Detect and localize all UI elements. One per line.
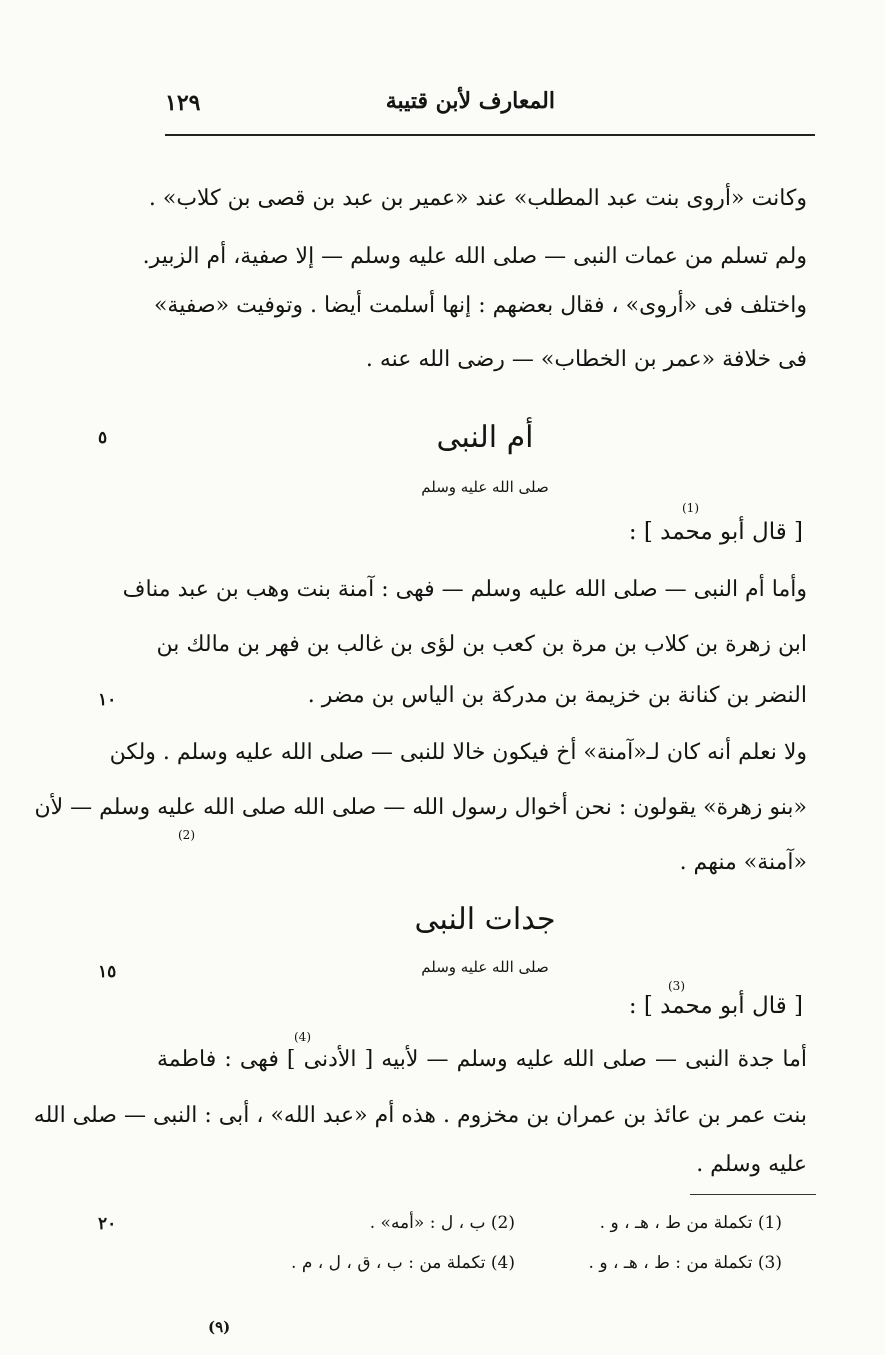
text-line: عليه وسلم . (696, 1152, 807, 1177)
page-number: ١٢٩ (165, 90, 201, 116)
text-line: وأما أم النبى — صلى الله عليه وسلم — فهى : آمنة بنت وهب بن عبد مناف (122, 577, 807, 602)
text-line: فى خلافة «عمر بن الخطاب» — رضى الله عنه . (365, 347, 807, 372)
text-line: أما جدة النبى — صلى الله عليه وسلم — لأبيه [ الأدنى ] فهى : فاطمة (157, 1047, 807, 1072)
text-line: «بنو زهرة» يقولون : نحن أخوال رسول الله — صلى الله صلى الله عليه وسلم — لأن (34, 795, 807, 820)
footnote-number: (4) (490, 1253, 515, 1273)
footnote-marker: (1) (682, 501, 699, 515)
signature-mark: (٩) (208, 1318, 231, 1336)
footnote-marker: (3) (668, 979, 685, 993)
line-number: ١٥ (98, 962, 117, 982)
text-line: ولا نعلم أنه كان لـ«آمنة» أخ فيكون خالا للنبى — صلى الله عليه وسلم . ولكن (109, 740, 807, 765)
footnote-number: (1) (757, 1213, 782, 1233)
footnote-rule (690, 1194, 816, 1195)
text-line: واختلف فى «أروى» ، فقال بعضهم : إنها أسلمت أيضا . وتوفيت «صفية» (153, 293, 807, 318)
line-number: ١٠ (98, 690, 117, 710)
text-line: بنت عمر بن عائذ بن عمران بن مخزوم . هذه أم «عبد الله» ، أبى : النبى — صلى الله (33, 1103, 807, 1128)
footnote-number: (2) (490, 1213, 515, 1233)
text-line: «آمنة» منهم . (679, 850, 807, 875)
footnote-1 (600, 1213, 782, 1233)
text-line: النضر بن كنانة بن خزيمة بن مدركة بن الياس بن مضر . (307, 683, 807, 708)
speaker-label: [ قال أبو محمد ] : (628, 519, 803, 545)
section-subheading: صلى الله عليه وسلم (421, 478, 549, 496)
text-line: ابن زهرة بن كلاب بن مرة بن كعب بن لؤى بن غالب بن فهر بن مالك بن (156, 632, 807, 657)
header-rule (165, 134, 815, 136)
footnote-text: ب ، ل : «أمه» . (369, 1213, 486, 1233)
section-subheading: صلى الله عليه وسلم (421, 958, 549, 976)
line-number: ٢٠ (98, 1214, 117, 1234)
text-line: وكانت «أروى بنت عبد المطلب» عند «عمير بن عبد بن قصى بن كلاب» . (148, 186, 807, 211)
footnote-number: (3) (757, 1253, 782, 1273)
footnote-text: تكملة من : ب ، ق ، ل ، م . (291, 1253, 486, 1273)
footnote-marker: (4) (294, 1030, 311, 1044)
footnote-2 (370, 1213, 515, 1233)
speaker-label: [ قال أبو محمد ] : (628, 993, 803, 1019)
footnote-marker: (2) (178, 828, 195, 842)
footnote-text: تكملة من : ط ، هـ ، و . (588, 1253, 753, 1273)
footnote-text: تكملة من ط ، هـ ، و . (599, 1213, 753, 1233)
running-title: المعارف لأبن قتيبة (385, 88, 555, 114)
text-line: ولم تسلم من عمات النبى — صلى الله عليه وسلم — إلا صفية، أم الزبير. (142, 244, 807, 269)
footnote-4 (291, 1253, 515, 1273)
footnote-3 (589, 1253, 782, 1273)
line-number: ٥ (98, 428, 108, 448)
section-heading: جدات النبى (414, 902, 556, 937)
section-heading: أم النبى (436, 420, 534, 455)
